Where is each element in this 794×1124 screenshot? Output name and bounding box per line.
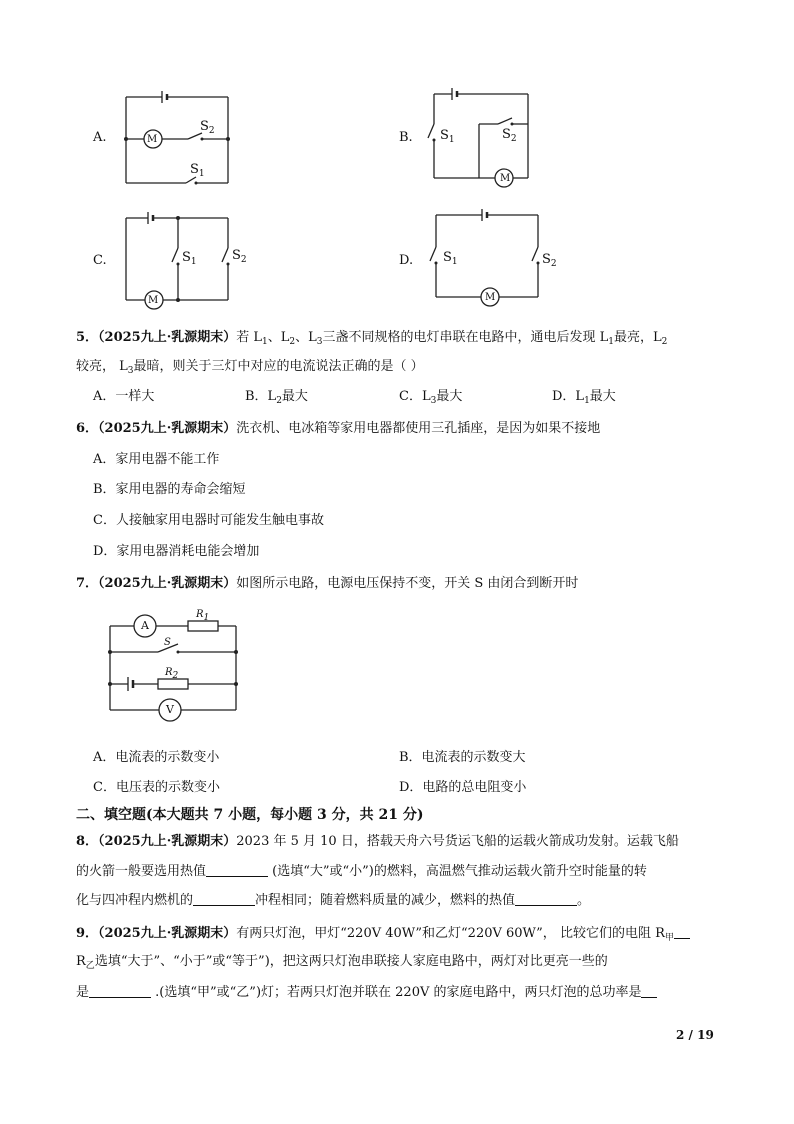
answer-blank[interactable]	[206, 862, 268, 877]
question-8-line-3: 化与四冲程内燃机的 冲程相同；随着燃料质量的减少，燃料的热值 。	[76, 893, 591, 908]
question-8-line-2: 的火箭一般要选用热值 (选填“大”或“小”)的燃料，高温燃气推动运载火箭升空时能量的转	[76, 864, 647, 879]
question-7-stem: 7．（2025九上·乳源期末）如图所示电路，电源电压保持不变，开关 S 由闭合到断开时	[76, 576, 579, 591]
answer-blank[interactable]	[674, 924, 690, 939]
ammeter-label: A	[141, 619, 149, 632]
answer-blank[interactable]	[193, 891, 255, 906]
switch-label-b-s1: $S_1$	[440, 128, 455, 145]
switch-label-a-s1: $S_1$	[190, 162, 205, 179]
circuit-diagram-a	[124, 88, 234, 183]
option-a-letter: A.	[93, 130, 107, 145]
question-5-option-c[interactable]: C．$L_3$最大	[399, 389, 463, 406]
switch-s-label: S	[164, 637, 171, 648]
option-d-letter: D.	[399, 253, 414, 268]
resistor-r1-label: R1	[196, 609, 210, 623]
switch-label-d-s1: $S_1$	[443, 250, 458, 267]
circuit-diagram-c	[124, 212, 234, 304]
answer-blank[interactable]	[515, 891, 577, 906]
voltmeter-label: V	[166, 703, 174, 716]
motor-label-d: M	[485, 292, 496, 303]
question-6-option-c[interactable]: C．人接触家用电器时可能发生触电事故	[93, 513, 324, 528]
question-8-line-1: 8．（2025九上·乳源期末）2023 年 5 月 10 日，搭载天舟六号货运飞船的运载火箭成功发射。运载飞船	[76, 834, 679, 849]
question-6-option-a[interactable]: A．家用电器不能工作	[93, 452, 220, 467]
switch-label-c-s2: $S_2$	[232, 248, 247, 265]
switch-label-c-s1: $S_1$	[182, 250, 197, 267]
question-5-option-a[interactable]: A．一样大	[93, 389, 155, 404]
option-c-letter: C.	[93, 253, 107, 268]
answer-blank[interactable]	[89, 983, 151, 998]
motor-label-b: M	[500, 173, 511, 184]
question-5-line-1: 5．（2025九上·乳源期末）若 $L_1$、$L_2$、$L_3$三盏不同规格的电灯串联在电路中，通电后发现 $L_1$最亮，$L_2$	[76, 330, 668, 347]
resistor-r2-label: R2	[165, 667, 179, 681]
question-6-option-b[interactable]: B．家用电器的寿命会缩短	[93, 482, 246, 497]
question-7-option-b[interactable]: B．电流表的示数变大	[399, 750, 526, 765]
question-7-option-a[interactable]: A．电流表的示数变小	[93, 750, 220, 765]
page-number: 2 / 19	[676, 1028, 714, 1042]
switch-label-b-s2: $S_2$	[502, 127, 517, 144]
question-9-line-2: $R_乙$选填“大于”、“小于”或“等于”)，把这两只灯泡串联接人家庭电路中，两灯对比更亮一些的	[76, 954, 608, 971]
motor-label-a: M	[147, 134, 158, 145]
question-6-stem: 6．（2025九上·乳源期末）洗衣机、电冰箱等家用电器都使用三孔插座，是因为如果不接地	[76, 421, 601, 436]
option-b-letter: B.	[399, 130, 413, 145]
answer-blank[interactable]	[641, 983, 657, 998]
switch-label-a-s2: $S_2$	[200, 119, 215, 136]
motor-label-c: M	[148, 295, 159, 306]
switch-label-d-s2: $S_2$	[542, 252, 557, 269]
question-9-line-1: 9．（2025九上·乳源期末）有两只灯泡，甲灯“220V 40W”和乙灯“220V 60W”， 比较它们的电阻 $R_甲$	[76, 924, 690, 947]
question-5-option-d[interactable]: D．$L_1$最大	[552, 389, 616, 406]
question-5-option-b[interactable]: B．$L_2$最大	[245, 389, 308, 406]
section-2-heading: 二、填空题(本大题共 7 小题，每小题 3 分，共 21 分)	[76, 807, 424, 823]
question-9-line-3: 是 .(选填“甲”或“乙”)灯；若两只灯泡并联在 220V 的家庭电路中，两只灯泡的总功率是	[76, 983, 657, 1002]
question-5-line-2: 较亮， $L_3$最暗，则关于三灯中对应的电流说法正确的是（ ）	[76, 359, 424, 376]
question-7-option-c[interactable]: C．电压表的示数变小	[93, 780, 220, 795]
question-6-option-d[interactable]: D．家用电器消耗电能会增加	[93, 544, 260, 559]
question-7-option-d[interactable]: D．电路的总电阻变小	[399, 780, 527, 795]
